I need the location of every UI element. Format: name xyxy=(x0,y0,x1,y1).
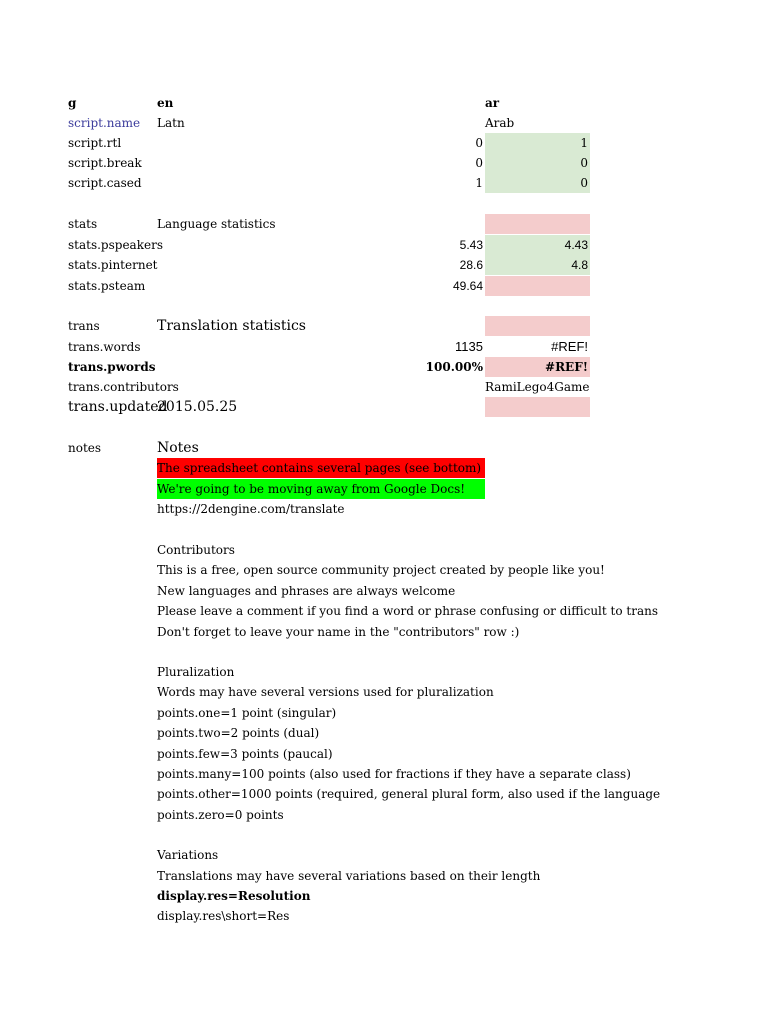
key-stats-psteam[interactable]: stats.psteam xyxy=(68,279,146,293)
en-stats-pinternet[interactable]: 28.6 xyxy=(459,258,483,272)
row-contributors-line xyxy=(0,601,768,621)
row-contributors-line xyxy=(0,581,768,601)
row-stats xyxy=(0,214,768,234)
row-trans xyxy=(0,316,768,336)
ar-script-cased: 0 xyxy=(580,176,588,190)
row-variations-title xyxy=(0,845,768,865)
key-trans-words[interactable]: trans.words xyxy=(68,340,141,354)
ar-script-cased-bg[interactable] xyxy=(485,173,590,193)
row-stats-pinternet xyxy=(0,255,768,275)
row-script-cased xyxy=(0,173,768,193)
row-pluralization-title xyxy=(0,662,768,682)
en-stats-psteam[interactable]: 49.64 xyxy=(452,279,483,293)
row-contributors-line xyxy=(0,560,768,580)
row-contributors-title xyxy=(0,540,768,560)
notes-red-note[interactable]: The spreadsheet contains several pages (see bottom) xyxy=(157,458,485,478)
row-script-break xyxy=(0,153,768,173)
row-pluralization-line xyxy=(0,723,768,743)
ar-trans-pwords-bg[interactable] xyxy=(485,357,590,377)
key-script-name[interactable]: script.name xyxy=(68,116,141,130)
row-notes-red xyxy=(0,458,768,478)
ar-trans-updated[interactable] xyxy=(485,397,590,417)
ar-trans[interactable] xyxy=(485,316,590,336)
ar-stats-pspeakers-bg[interactable] xyxy=(485,235,590,255)
ar-trans-contributors[interactable]: RamiLego4Game xyxy=(485,380,590,394)
header-col-en[interactable]: en xyxy=(157,96,174,110)
row-pluralization-line xyxy=(0,682,768,702)
pluralization-line[interactable]: points.zero=0 points xyxy=(157,808,284,822)
pluralization-title[interactable]: Pluralization xyxy=(157,665,235,679)
row-pluralization-line xyxy=(0,805,768,825)
en-stats-pspeakers[interactable]: 5.43 xyxy=(459,238,483,252)
key-trans-updated[interactable]: trans.updated xyxy=(68,399,168,415)
ar-script-rtl-bg[interactable] xyxy=(485,133,590,153)
header-col-ar[interactable]: ar xyxy=(485,96,500,110)
key-trans-contributors[interactable]: trans.contributors xyxy=(68,380,179,394)
ar-trans-pwords: #REF! xyxy=(545,360,588,374)
notes-green-note[interactable]: We're going to be moving away from Google Docs! xyxy=(157,479,485,499)
ar-stats-psteam[interactable] xyxy=(485,276,590,296)
key-trans-pwords[interactable]: trans.pwords xyxy=(68,360,156,374)
row-pluralization-line xyxy=(0,744,768,764)
row-variations-line xyxy=(0,866,768,886)
pluralization-line[interactable]: points.one=1 point (singular) xyxy=(157,706,337,720)
key-stats[interactable]: stats xyxy=(68,217,98,231)
contributors-title[interactable]: Contributors xyxy=(157,543,235,557)
ar-stats-pspeakers: 4.43 xyxy=(564,238,588,252)
notes-title[interactable]: Notes xyxy=(157,440,199,456)
pluralization-line[interactable]: Words may have several versions used for pluralization xyxy=(157,685,494,699)
en-script-cased[interactable]: 1 xyxy=(475,176,483,190)
en-script-name[interactable]: Latn xyxy=(157,116,185,130)
row-script-name xyxy=(0,113,768,133)
ar-stats-pinternet-bg[interactable] xyxy=(485,255,590,275)
row-variations-line xyxy=(0,886,768,906)
en-stats[interactable]: Language statistics xyxy=(157,217,276,231)
row-pluralization-line xyxy=(0,703,768,723)
header-row xyxy=(0,93,768,113)
contributors-line[interactable]: Please leave a comment if you find a word or phrase confusing or difficult to trans xyxy=(157,604,658,618)
contributors-line[interactable]: This is a free, open source community project created by people like you! xyxy=(157,563,605,577)
row-trans-pwords xyxy=(0,357,768,377)
row-pluralization-line xyxy=(0,784,768,804)
ar-script-name[interactable]: Arab xyxy=(485,116,515,130)
row-notes xyxy=(0,438,768,458)
row-trans-words xyxy=(0,337,768,357)
variations-line[interactable]: display.res=Resolution xyxy=(157,889,311,903)
key-notes[interactable]: notes xyxy=(68,441,102,455)
notes-url[interactable]: https://2dengine.com/translate xyxy=(157,502,345,516)
key-script-rtl[interactable]: script.rtl xyxy=(68,136,122,150)
row-stats-psteam xyxy=(0,276,768,296)
contributors-line[interactable]: Don't forget to leave your name in the "contributors" row :) xyxy=(157,625,520,639)
ar-script-break-bg[interactable] xyxy=(485,153,590,173)
variations-title[interactable]: Variations xyxy=(157,848,219,862)
ar-stats-pinternet: 4.8 xyxy=(571,258,588,272)
row-notes-green xyxy=(0,479,768,499)
en-script-break[interactable]: 0 xyxy=(475,156,483,170)
pluralization-line[interactable]: points.two=2 points (dual) xyxy=(157,726,320,740)
en-trans-words[interactable]: 1135 xyxy=(455,339,483,354)
row-script-rtl xyxy=(0,133,768,153)
pluralization-line[interactable]: points.few=3 points (paucal) xyxy=(157,747,333,761)
key-trans[interactable]: trans xyxy=(68,319,100,333)
ar-trans-words[interactable]: #REF! xyxy=(551,339,588,354)
key-stats-pinternet[interactable]: stats.pinternet xyxy=(68,258,158,272)
row-variations-line xyxy=(0,906,768,926)
key-script-cased[interactable]: script.cased xyxy=(68,176,142,190)
pluralization-line[interactable]: points.other=1000 points (required, general plural form, also used if the language xyxy=(157,787,661,801)
contributors-line[interactable]: New languages and phrases are always welcome xyxy=(157,584,456,598)
row-pluralization-line xyxy=(0,764,768,784)
ar-script-rtl: 1 xyxy=(580,136,588,150)
ar-stats[interactable] xyxy=(485,214,590,234)
key-script-break[interactable]: script.break xyxy=(68,156,142,170)
ar-script-break: 0 xyxy=(580,156,588,170)
en-trans-updated[interactable]: 2015.05.25 xyxy=(157,399,238,415)
row-contributors-line xyxy=(0,622,768,642)
en-trans-pwords[interactable]: 100.00% xyxy=(425,360,483,374)
key-stats-pspeakers[interactable]: stats.pspeakers xyxy=(68,238,163,252)
variations-line[interactable]: display.res\short=Res xyxy=(157,909,290,923)
variations-line[interactable]: Translations may have several variations based on their length xyxy=(157,869,541,883)
pluralization-line[interactable]: points.many=100 points (also used for fractions if they have a separate class) xyxy=(157,767,631,781)
header-col-g[interactable]: g xyxy=(68,96,77,110)
row-notes-url xyxy=(0,499,768,519)
row-trans-updated xyxy=(0,397,768,417)
row-trans-contributors xyxy=(0,377,768,397)
en-trans[interactable]: Translation statistics xyxy=(157,318,306,334)
row-stats-pspeakers xyxy=(0,235,768,255)
en-script-rtl[interactable]: 0 xyxy=(475,136,483,150)
